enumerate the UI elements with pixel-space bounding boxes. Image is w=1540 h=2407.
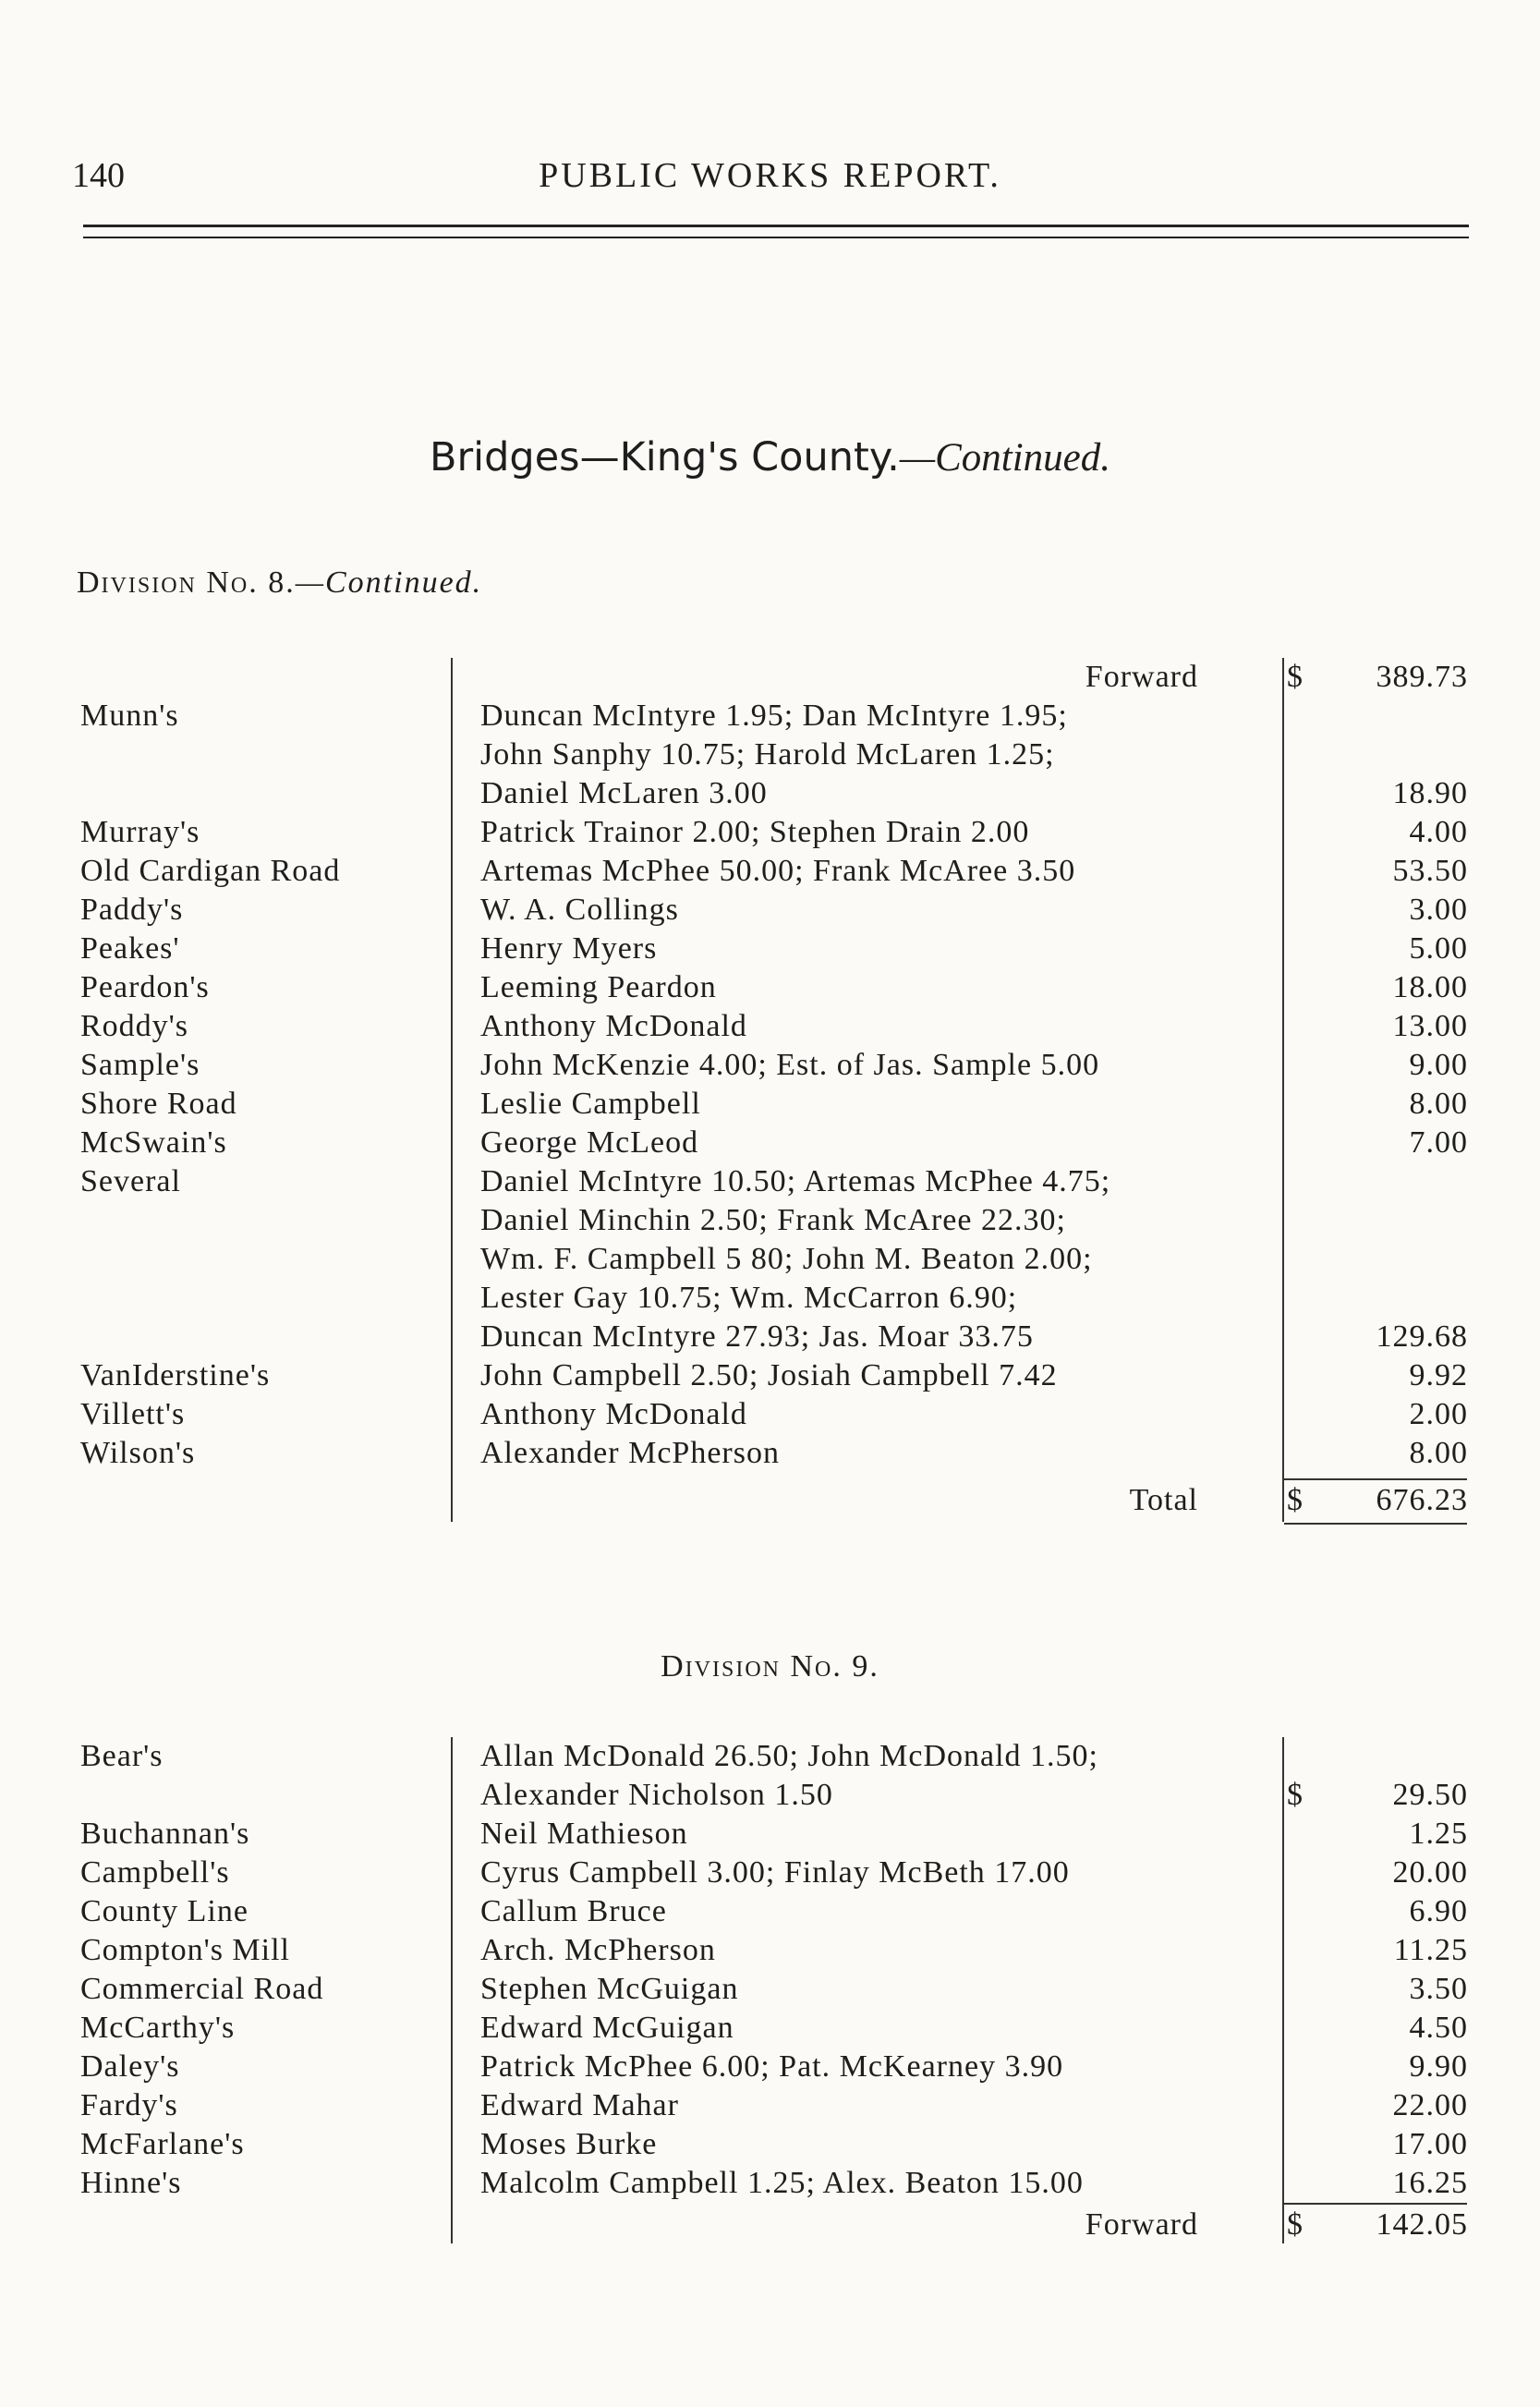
table-row [0,735,1540,774]
table-row [0,1931,1540,1970]
bridge-name: Hinne's [80,2166,182,2200]
bridge-name: Old Cardigan Road [80,854,341,888]
payee-entry: John McKenzie 4.00; Est. of Jas. Sample 5.00 [480,1048,1100,1082]
forward-row [0,2206,1540,2244]
section-title [0,434,1540,480]
bridge-name: Murray's [80,815,200,849]
bridge-name: McFarlane's [80,2127,245,2161]
amount-value: 4.00 [1409,815,1468,849]
bridge-name: Buchannan's [80,1817,250,1851]
table-row [0,1395,1540,1434]
total-amount: 676.23 [1376,1483,1468,1517]
forward-label: Forward [1085,2207,1198,2242]
table-row [0,1854,1540,1892]
bridge-name: Peakes' [80,931,180,966]
division-8-heading [77,565,482,601]
bridge-name: Compton's Mill [80,1933,290,1967]
table-row [0,813,1540,852]
total-row [0,1481,1540,1520]
bridge-name: Roddy's [80,1009,189,1043]
table-row [0,1279,1540,1318]
amount-value: 13.00 [1392,1009,1468,1043]
forward-dollar-sign: $ [1287,660,1303,694]
bridge-name: County Line [80,1894,249,1928]
bridge-name: Sample's [80,1048,200,1082]
table-row [0,1162,1540,1201]
division-8-continued: —Continued. [295,565,483,600]
amount-value: 9.00 [1409,1048,1468,1082]
division-8-heading-text: Division No. 8. [77,565,296,600]
forward-amount: 142.05 [1376,2207,1468,2242]
bridge-name: Paddy's [80,893,184,927]
table-row [0,2164,1540,2203]
total-underline [1284,1523,1467,1525]
table-row [0,891,1540,930]
payee-entry: Artemas McPhee 50.00; Frank McAree 3.50 [480,854,1076,888]
payee-entry: Allan McDonald 26.50; John McDonald 1.50; [480,1739,1098,1773]
table-row [0,2009,1540,2048]
payee-entry: Leeming Peardon [480,970,717,1004]
dollar-sign: $ [1287,1778,1303,1812]
payee-entry: Anthony McDonald [480,1397,747,1431]
table-row [0,2048,1540,2086]
table-row [0,1007,1540,1046]
amount-value: 53.50 [1392,854,1468,888]
bridge-name: Peardon's [80,970,210,1004]
payee-entry: Henry Myers [480,931,658,966]
amount-value: 3.50 [1409,1972,1468,2006]
payee-entry: Patrick McPhee 6.00; Pat. McKearney 3.90 [480,2049,1064,2084]
table-row [0,1085,1540,1124]
payee-entry: George McLeod [480,1125,699,1160]
payee-entry: Edward McGuigan [480,2011,734,2045]
amount-value: 9.92 [1409,1358,1468,1392]
payee-entry: Alexander Nicholson 1.50 [480,1778,833,1812]
amount-value: 18.00 [1392,970,1468,1004]
payee-entry: Moses Burke [480,2127,658,2161]
amount-value: 8.00 [1409,1087,1468,1121]
bridge-name: McCarthy's [80,2011,236,2045]
amount-value: 3.00 [1409,893,1468,927]
table-row [0,1815,1540,1854]
amount-value: 7.00 [1409,1125,1468,1160]
amount-value: 8.00 [1409,1436,1468,1470]
amount-value: 9.90 [1409,2049,1468,2084]
bridge-name: Commercial Road [80,1972,324,2006]
forward-label: Forward [1085,660,1198,694]
payee-entry: Stephen McGuigan [480,1972,739,2006]
amount-value: 29.50 [1392,1778,1468,1812]
total-rule [1284,1478,1467,1480]
amount-value: 4.50 [1409,2011,1468,2045]
page-number: 140 [72,156,125,195]
payee-entry: Alexander McPherson [480,1436,780,1470]
payee-entry: Anthony McDonald [480,1009,747,1043]
table-row [0,1970,1540,2009]
bridge-name: Bear's [80,1739,164,1773]
table-row [0,2086,1540,2125]
amount-value: 18.90 [1392,776,1468,810]
amount-value: 129.68 [1376,1319,1468,1354]
payee-entry: Arch. McPherson [480,1933,716,1967]
running-title: PUBLIC WORKS REPORT. [539,156,1001,195]
bridge-name: VanIderstine's [80,1358,271,1392]
payee-entry: Wm. F. Campbell 5 80; John M. Beaton 2.00; [480,1242,1093,1276]
table-row [0,1201,1540,1240]
table-row [0,1737,1540,1776]
amount-value: 1.25 [1409,1817,1468,1851]
forward-rule [1284,2203,1467,2205]
payee-entry: John Campbell 2.50; Josiah Campbell 7.42 [480,1358,1058,1392]
payee-entry: Leslie Campbell [480,1087,701,1121]
payee-entry: Neil Mathieson [480,1817,688,1851]
table-row [0,930,1540,968]
amount-value: 5.00 [1409,931,1468,966]
forward-dollar-sign: $ [1287,2207,1303,2242]
amount-value: 2.00 [1409,1397,1468,1431]
payee-entry: John Sanphy 10.75; Harold McLaren 1.25; [480,737,1055,772]
forward-amount: 389.73 [1376,660,1468,694]
payee-entry: Lester Gay 10.75; Wm. McCarron 6.90; [480,1281,1018,1315]
payee-entry: Cyrus Campbell 3.00; Finlay McBeth 17.00 [480,1855,1070,1890]
bridge-name: Daley's [80,2049,180,2084]
payee-entry: Daniel Minchin 2.50; Frank McAree 22.30; [480,1203,1066,1237]
amount-value: 20.00 [1392,1855,1468,1890]
payee-entry: Edward Mahar [480,2088,679,2122]
amount-value: 6.90 [1409,1894,1468,1928]
payee-entry: W. A. Collings [480,893,679,927]
table-row [0,1046,1540,1085]
bridge-name: Villett's [80,1397,186,1431]
table-row [0,1240,1540,1279]
total-label: Total [1129,1483,1198,1517]
bridge-name: Munn's [80,699,179,733]
bridge-name: Shore Road [80,1087,237,1121]
table-row [0,1124,1540,1162]
division-9-heading [0,1649,1540,1684]
payee-entry: Callum Bruce [480,1894,667,1928]
payee-entry: Daniel McIntyre 10.50; Artemas McPhee 4.75; [480,1164,1111,1198]
bridge-name: McSwain's [80,1125,227,1160]
section-continued: —Continued. [899,436,1110,480]
section-title-text: Bridges—King's County. [430,434,900,480]
bridge-name: Fardy's [80,2088,178,2122]
table-row [0,1892,1540,1931]
table-row [0,697,1540,735]
payee-entry: Daniel McLaren 3.00 [480,776,768,810]
bridge-name: Wilson's [80,1436,196,1470]
amount-value: 22.00 [1392,2088,1468,2122]
payee-entry: Duncan McIntyre 1.95; Dan McIntyre 1.95; [480,699,1068,733]
table-row [0,852,1540,891]
header-double-rule [83,225,1469,238]
bridge-name: Campbell's [80,1855,230,1890]
bridge-name: Several [80,1164,181,1198]
amount-value: 16.25 [1392,2166,1468,2200]
division-9-heading-text: Division No. 9. [661,1649,879,1684]
table-row [0,1434,1540,1473]
payee-entry: Patrick Trainor 2.00; Stephen Drain 2.00 [480,815,1030,849]
forward-row [0,658,1540,697]
total-dollar-sign: $ [1287,1483,1303,1517]
table-row [0,2125,1540,2164]
payee-entry: Malcolm Campbell 1.25; Alex. Beaton 15.00 [480,2166,1084,2200]
payee-entry: Duncan McIntyre 27.93; Jas. Moar 33.75 [480,1319,1034,1354]
amount-value: 17.00 [1392,2127,1468,2161]
amount-value: 11.25 [1393,1933,1468,1967]
table-row [0,968,1540,1007]
table-row [0,1356,1540,1395]
table-row [0,1776,1540,1815]
table-row [0,774,1540,813]
table-row [0,1318,1540,1356]
